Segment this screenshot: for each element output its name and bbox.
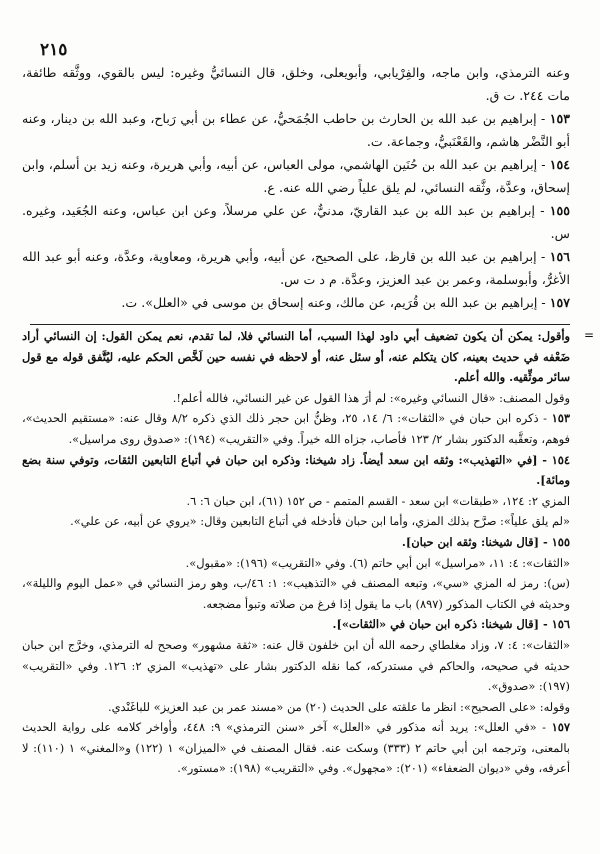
continuation-marker: =	[583, 328, 594, 342]
entry-text: - إبراهيم بن عبد الله بن عبد القاريّ، مدنيٌّ، عن علي مرسلاً، وعن ابن عباس، وعنه الجُعَيد، وغيره. س.	[22, 203, 570, 241]
footnote-text: «لم يلق علياً»: صرَّح بذلك المزي، وأما ابن حبان فأدخله في أتباع التابعين وقال: «يروي عن أبيه، عن علي».	[70, 514, 570, 529]
footnote	[22, 553, 570, 574]
footnote-text: «الثقات»: ٤: ١١، «مراسيل» ابن أبي حاتم (٦). وفي «التقريب» (١٩٦): «مقبول».	[185, 555, 570, 570]
footnote	[22, 697, 570, 718]
entry-154	[22, 154, 570, 199]
footnote-lead: ١٥٤	[551, 452, 570, 467]
footnote	[22, 511, 570, 532]
footnote	[22, 388, 570, 409]
footnote-text: - [قال شيخنا: ذكره ابن حبان في «الثقات»].	[332, 617, 552, 632]
entry-number: ١٥٦	[549, 249, 570, 264]
entry-text: - إبراهيم بن عبد الله بن قارظ، على الصحيح، عن أبيه، وأبي هريرة، ومعاوية، وعدَّة، وعنه أبو عبد الله الأغرُّ، وأبوسلمة، وعمر بن عبد العزيز، وعدَّة. م د ت س.	[22, 249, 570, 287]
entry-number: ١٥٤	[549, 157, 570, 172]
footnote	[22, 573, 570, 614]
footnote-lead: وأقول	[541, 329, 570, 343]
entry-number: ١٥٧	[549, 295, 570, 310]
footnote	[22, 326, 570, 388]
footnote-text: - ذكره ابن حبان في «الثقات»: ٦/ ١٤، ٢٥، وظنُّ ابن حجر ذلك الذي ذكره ٨/٢ وقال عنه: «مستقيم الحديث»، فوهم، وتعقَّبه الدكتور بشار ٢/ ١٢٣ فأصاب، جزاه الله خيراً. وفي «التقريب» (١٩٤): «صدوق روى مراسيل».	[22, 411, 570, 446]
footnote-divider	[30, 324, 570, 325]
footnote	[22, 635, 570, 697]
entry-number: ١٥٣	[549, 111, 570, 126]
footnote-155	[22, 532, 570, 553]
page-number: ٢١٥	[40, 40, 68, 60]
entry-157	[22, 292, 570, 315]
entry-continuation	[22, 62, 570, 107]
entry-155	[22, 200, 570, 245]
entry-text: - إبراهيم بن عبد الله بن حُنَين الهاشمي، مولى العباس، عن أبيه، وأبي هريرة، وعنه زيد بن أسلم، وابن إسحاق، وعدَّة، وثَّقه النسائي، لم يلق علياً رضي الله عنه. ع.	[22, 157, 570, 195]
footnote-text: المزي ٢: ١٢٤، «طبقات» ابن سعد - القسم المتمم - ص ١٥٢ (٦١)، ابن حبان ٦: ٦.	[186, 493, 570, 508]
footnote	[22, 491, 570, 512]
entry-156	[22, 246, 570, 291]
entry-number: ١٥٥	[549, 203, 570, 218]
footnote-text: (س): رمز له المزي «سي»، وتبعه المصنف في «التذهيب»: ١: ٤٦/ب، وهو رمز النسائي في «عمل اليوم والليلة»، وحديثه في الكتاب المذكور (٨٩٧) باب ما يقول إذا فرغ من صلاته وتبوأ مضجعه.	[22, 576, 570, 611]
footnote-153	[22, 408, 570, 449]
footnote-text: «الثقات»: ٤: ٧، وزاد مغلطاي رحمه الله أن ابن خلفون قال عنه: «ثقة مشهور» وصحح له الترمذي، وخرَّج ابن حبان حديثه في صحيحه، والحاكم في مستدركه، كما نقله الدكتور بشار على «تهذيب» المزي ٢: ١٢٦. وفي «التقريب» (١٩٧): «صدوق».	[22, 637, 570, 694]
footnote-154	[22, 450, 570, 491]
footnote-lead: ١٥٣	[551, 411, 570, 426]
footnote-lead: ١٥٥	[551, 534, 570, 549]
footnote-text: وقوله: «على الصحيح»: انظر ما علقته على الحديث (٢٠) من «مسند عمر بن عبد العزيز» للباغَنْدي.	[107, 699, 570, 714]
footnote-text: - [قال شيخنا: وثقه ابن حبان].	[401, 534, 552, 549]
entry-153	[22, 108, 570, 153]
footnote-text: - [في «التهذيب»: وثقه ابن سعد أيضاً. زاد شيخنا: وذكره ابن حبان في أتباع التابعين الثقات، وتوفي سنة بضع ومائة].	[22, 452, 570, 488]
footnote-lead: ١٥٧	[551, 720, 570, 735]
footnote-text: : يمكن أن يكون تضعيف أبي داود لهذا السبب، أما النسائي فلا، لما تقدم، نعم يمكن القول: إن النسائي أراد ضَعْفه في حديث بعينه، كان يتكلم عنه، أو سئل عنه، أو لاحظه في نفسه حين لَخَّص الحكم عليه، ليُتَّفق قوله مع قول سائر موثِّقيه. والله أعلم.	[22, 329, 570, 385]
footnote-text: - «في العلل»: يريد أنه مذكور في «العلل» آخر «سنن الترمذي» ٩: ٤٤٨، وأواخر كلامه على رواية الحديث بالمعنى، وترجمه ابن أبي حاتم ٢ (٣٣٣) وسكت عنه. فقال المصنف في «الميزان» ١ (١٢٢) و«المغني» ١ (١١٠): لا أعرفه، وفي «ديوان الضعفاء» (٢٠١): «مجهول». وفي «التقريب» (١٩٨): «مستور».	[22, 720, 570, 776]
footnote-text: وقول المصنف: «قال النسائي وغيره»: لم أرَ هذا القول عن غير النسائي، فالله أعلم!.	[172, 390, 570, 405]
footnote-lead: ١٥٦	[551, 617, 570, 632]
entry-text: - إبراهيم بن عبد الله بن قُرَيم، عن مالك، وعنه إسحاق بن موسى في «العلل». ت.	[121, 295, 550, 310]
entry-text: - إبراهيم بن عبد الله بن الحارث بن حاطب الجُمَحيُّ، عن عطاء بن أبي رَباح، وعبد الله بن دينار، وعنه أبو النَّضْر هاشم، والقَعْنَبيُّ، وجماعة. ت.	[22, 111, 570, 149]
footnote-157	[22, 717, 570, 779]
main-text	[22, 62, 570, 316]
footnote-156	[22, 614, 570, 635]
entry-text: وعنه الترمذي، وابن ماجه، والفِرْيابي، وأبويعلى، وخلق، قال النسائيُّ وغيره: ليس بالقوي، ووثَّقه طائفة، مات ٢٤٤. ت ق.	[22, 65, 570, 103]
footnotes	[22, 326, 570, 779]
